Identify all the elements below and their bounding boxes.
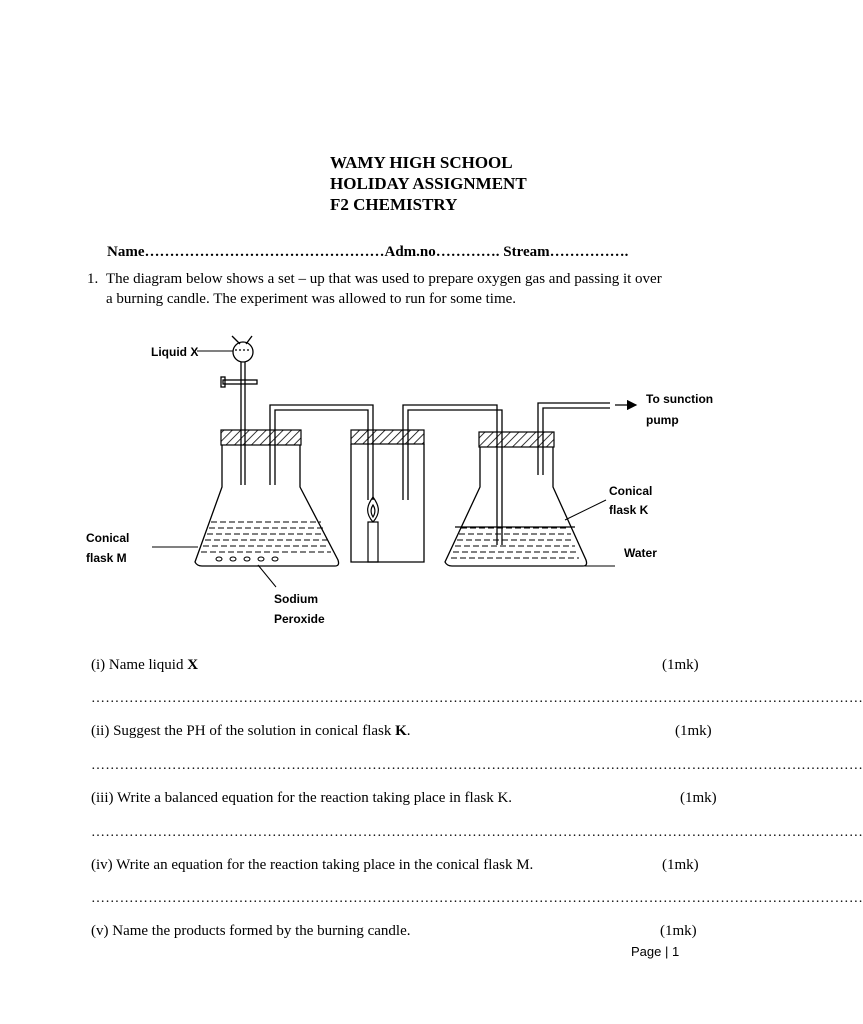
footer-separator: | [665,944,669,959]
footer-page-number: 1 [672,944,680,959]
water-in-flask-k [451,528,579,558]
label-sodium-peroxide-line1: Sodium [274,592,318,606]
question-text-line-2: a burning candle. The experiment was allowed to run for some time. [106,291,517,307]
subquestion-i-marks: (1mk) [662,657,699,673]
leader-flask-k [565,500,606,520]
subquestion-iv [91,857,533,874]
conical-flask-k [445,403,610,566]
student-details-line: Name…………………………………………Adm.no…………. Stream……………. [107,244,629,260]
conical-flask-m [195,336,373,566]
subquestion-v-text: (v) Name the products formed by the burning candle. [91,923,411,939]
subquestion-ii-marks: (1mk) [675,723,712,739]
subquestion-ii-text: (ii) Suggest the PH of the solution in conical flask [91,723,396,739]
label-conical-flask-k-line1: Conical [609,484,653,498]
question-number: 1. [87,271,99,287]
leader-sodium-peroxide [258,565,276,587]
subquestion-i [91,657,198,674]
label-conical-flask-m-line1: Conical [86,531,130,545]
liquid-in-flask-m [201,522,331,552]
answer-line-ii[interactable]: ……………………………………………………………………………………………………………………………………………… [91,758,863,773]
answer-line-iv[interactable]: ……………………………………………………………………………………………………………………………………………… [91,891,863,906]
label-water: Water [624,546,657,560]
subquestion-i-bold: X [187,657,199,673]
subquestion-iv-text: (iv) Write an equation for the reaction taking place in the conical flask M. [91,857,534,873]
assignment-title: HOLIDAY ASSIGNMENT [330,174,527,193]
answer-line-i[interactable]: ……………………………………………………………………………………………………………………………………………… [91,691,863,706]
subquestion-ii-rest: . [406,723,411,739]
subquestion-ii [91,723,411,740]
label-to-suction-pump-line1: To sunction [646,392,714,406]
label-liquid-x: Liquid X [151,345,199,359]
apparatus-diagram [0,325,768,635]
page-footer [631,944,679,959]
footer-page-label: Page [631,944,662,959]
subquestion-v-marks: (1mk) [660,923,697,939]
subquestion-i-text: (i) Name liquid [91,657,188,673]
sodium-peroxide-solid [216,557,278,561]
label-to-suction-pump-line2: pump [646,413,679,427]
subquestion-v [91,923,410,940]
subquestion-iv-marks: (1mk) [662,857,699,873]
school-name: WAMY HIGH SCHOOL [330,153,513,172]
label-conical-flask-m-line2: flask M [86,551,127,565]
subquestion-ii-bold: K [395,723,407,739]
question-text-line-1: The diagram below shows a set – up that was used to prepare oxygen gas and passing it over [106,271,662,287]
subject-title: F2 CHEMISTRY [330,195,458,214]
subquestion-iii-text: (iii) Write a balanced equation for the reaction taking place in flask K. [91,790,513,806]
subquestion-iii-marks: (1mk) [680,790,717,806]
subquestion-iii [91,790,512,807]
dropping-funnel [221,336,257,485]
label-sodium-peroxide-line2: Peroxide [274,612,325,626]
label-conical-flask-k-line2: flask K [609,503,649,517]
candle [368,497,379,562]
answer-line-iii[interactable]: ……………………………………………………………………………………………………………………………………………… [91,825,863,840]
